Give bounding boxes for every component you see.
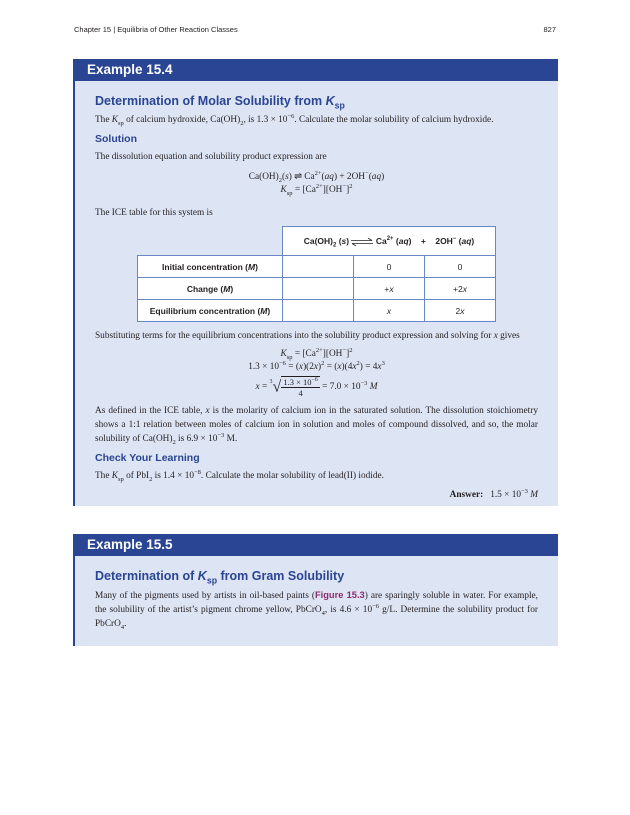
example-label: Example 15.5 [75, 534, 558, 556]
ice-intro: The ICE table for this system is [95, 208, 213, 218]
substitution-text: Substituting terms for the equilibrium concentrations into the solubility product expression and solving for x gives [95, 331, 520, 341]
solution-text: The dissolution equation and solubility product expression are [95, 152, 327, 162]
example-15-4-box [73, 59, 558, 506]
page-number: 827 [543, 25, 556, 34]
ksp-expression-2: $K_{sp} = [Ca^{2+}][OH^-]^2$ [280, 346, 353, 361]
figure-link[interactable]: Figure 15.3 [314, 590, 365, 600]
table-row: Equilibrium concentration (M) x 2x [138, 300, 496, 322]
check-learning-heading: Check Your Learning [95, 452, 200, 464]
page-header [74, 25, 556, 34]
dissolution-equation: $Ca(OH)_2(s)$ ⇌ $Ca^{2+}(aq) + 2OH^-(aq)$ [248, 169, 385, 184]
problem-statement: Many of the pigments used by artists in oil-based paints (Figure 15.3) are sparingly soluble in water. For example, the solubility of the artist’s pigment chrome yellow, PbCrO$_4$, is $4.6 \times 10^{-6}$ g/L. Determine the solubility product for PbCrO$_4$. [95, 590, 539, 631]
example-title: Determination of Molar Solubility from $K_{sp}$ [95, 94, 345, 111]
example-title: Determination of $K_{sp}$ from Gram Solubility [95, 569, 345, 586]
substitution-equation: $1.3 \times 10^{-6} = (x)(2x)^2 = (x)(4x^2) = 4x^3$ [248, 359, 385, 372]
chapter-title: Chapter 15 | Equilibria of Other Reaction Classes [74, 25, 238, 34]
example-15-5-box [73, 534, 558, 646]
table-row: Change (M) +x +2x [138, 278, 496, 300]
solution-heading: Solution [95, 133, 137, 145]
ksp-expression: $K_{sp} = [Ca^{2+}][OH^-]^2$ [280, 182, 353, 197]
ice-header: $Ca(OH)_2$ (s) $Ca^{2+}$ (aq) + 2OH− (aq) [283, 227, 496, 256]
equilibrium-arrow-icon [351, 238, 373, 246]
solution-equation: x = $^3$√ $\frac{1.3 \times 10^{-6}}{4}$ = $7.0 \times 10^{-3}$ M [255, 377, 378, 398]
conclusion-text: As defined in the ICE table, x is the molarity of calcium ion in the saturated solution. The dissolution stoichiometry shows a 1:1 relation between moles of calcium ion in solution and moles of compound dissolved, and so, the molar solubility of $Ca(OH)_2$ is $6.9 \times 10^{-3}$ M. [95, 406, 538, 446]
table-row: Initial concentration (M) 0 0 [138, 256, 496, 278]
check-learning-text: The $K_{sp}$ of PbI$_2$ is $1.4 \times 10^{-8}$. Calculate the molar solubility of lead(II) iodide. [95, 468, 384, 483]
answer: Answer: $1.5 \times 10^{-3}$ M [449, 487, 538, 500]
ice-table [137, 226, 496, 322]
example-label: Example 15.4 [75, 59, 558, 81]
problem-statement: The $K_{sp}$ of calcium hydroxide, $Ca(OH)_2$, is $1.3 \times 10^{-6}$. Calculate the molar solubility of calcium hydroxide. [95, 112, 494, 127]
